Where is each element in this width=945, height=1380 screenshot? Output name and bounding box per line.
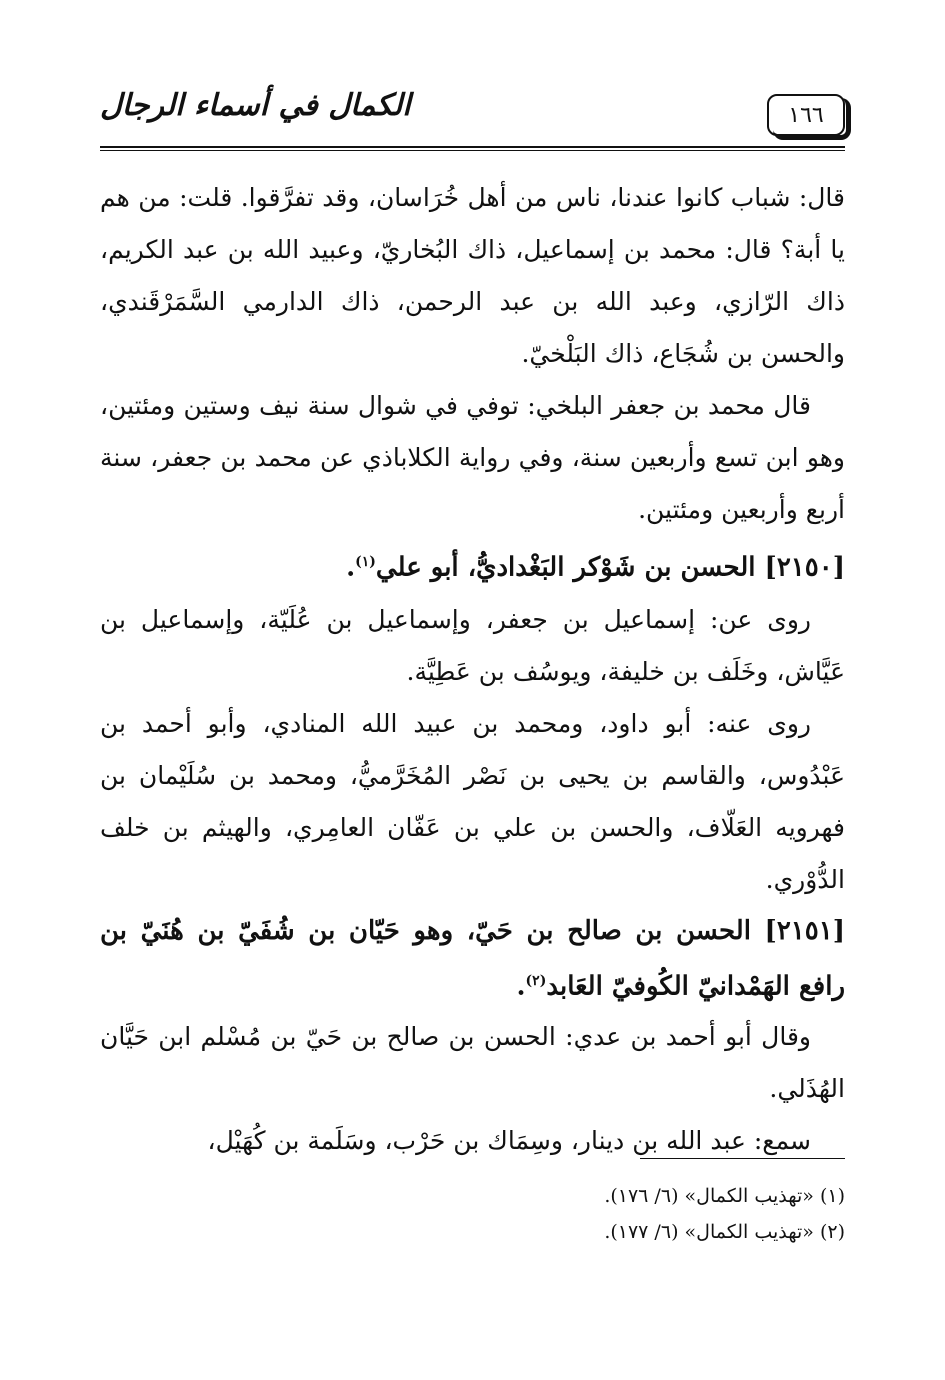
entry-2151-ibn-adi: وقال أبو أحمد بن عدي: الحسن بن صالح بن حَيّ بن مُسْلم ابن حَيَّان الهُذَلي. (100, 1022, 845, 1104)
entry-heading-2150 (100, 536, 845, 594)
header-rule (100, 146, 845, 148)
running-title: الكمال في أسماء الرجال (100, 88, 411, 123)
paragraph: قال محمد بن جعفر البلخي: توفي في شوال سنة نيف وستين ومئتين، وهو ابن تسع وأربعين سنة، وفي رواية الكلاباذي عن محمد بن جعفر، سنة أربع وأربعين ومئتين. (100, 391, 845, 524)
heading-period: . (346, 552, 356, 583)
paragraph: قال: شباب كانوا عندنا، ناس من أهل خُرَاسان، وقد تفرَّقوا. قلت: من هم يا أبة؟ قال: محمد بن إسماعيل، ذاك البُخاريّ، وعبيد الله بن عبد الكريم، ذاك الرّازي، وعبد الله بن عبد الرحمن، ذاك الدارمي السَّمَرْقَندي، والحسن بن شُجَاع، ذاك البَلْخيّ. (100, 183, 845, 368)
footnote-2: (٢) «تهذيب الكمال» (٦/ ١٧٧). (604, 1221, 845, 1243)
entry-heading-text: [٢١٥١] الحسن بن صالح بن حَيّ، وهو حَيّان بن شُفَيّ بن هُنَيّ بن رافع الهَمْدانيّ الكُوفيّ العَابد (100, 915, 845, 1002)
footnotes (100, 1178, 845, 1250)
entry-2151-heard: سمع: عبد الله بن دينار، وسِمَاك بن حَرْب، وسَلَمة بن كُهَيْل، (207, 1126, 811, 1156)
main-text (100, 172, 845, 1167)
entry-heading-text: [٢١٥٠] الحسن بن شَوْكر البَغْداديُّ، أبو علي (375, 552, 845, 583)
heading-period: . (516, 971, 526, 1002)
footnote-1: (١) «تهذيب الكمال» (٦/ ١٧٦). (604, 1185, 845, 1207)
header-rule-thin (100, 150, 845, 151)
entry-2150-narrated-by: روى عنه: أبو داود، ومحمد بن عبيد الله المنادي، وأبو أحمد بن عَبْدُوس، والقاسم بن يحيى بن نَصْر المُخَرَّميُّ، ومحمد بن سُلَيْمان بن فهرويه العَلّاف، والحسن بن علي بن عَفّان العامِري، والهيثم بن خلف الدُّوْري. (100, 708, 845, 894)
footnote-ref[interactable]: (١) (355, 554, 376, 570)
page-number-box (767, 94, 845, 136)
footnote-ref[interactable]: (٢) (525, 972, 547, 989)
page-number: ١٦٦ (788, 102, 824, 128)
footnote-separator (640, 1158, 845, 1159)
page-header (100, 80, 845, 152)
entry-2150-narrated-from: روى عن: إسماعيل بن جعفر، وإسماعيل بن عُلَيّة، وإسماعيل بن عَيَّاش، وخَلَف بن خليفة، ويوسُف بن عَطِيَّة. (100, 604, 845, 686)
entry-heading-2151 (100, 906, 845, 1012)
